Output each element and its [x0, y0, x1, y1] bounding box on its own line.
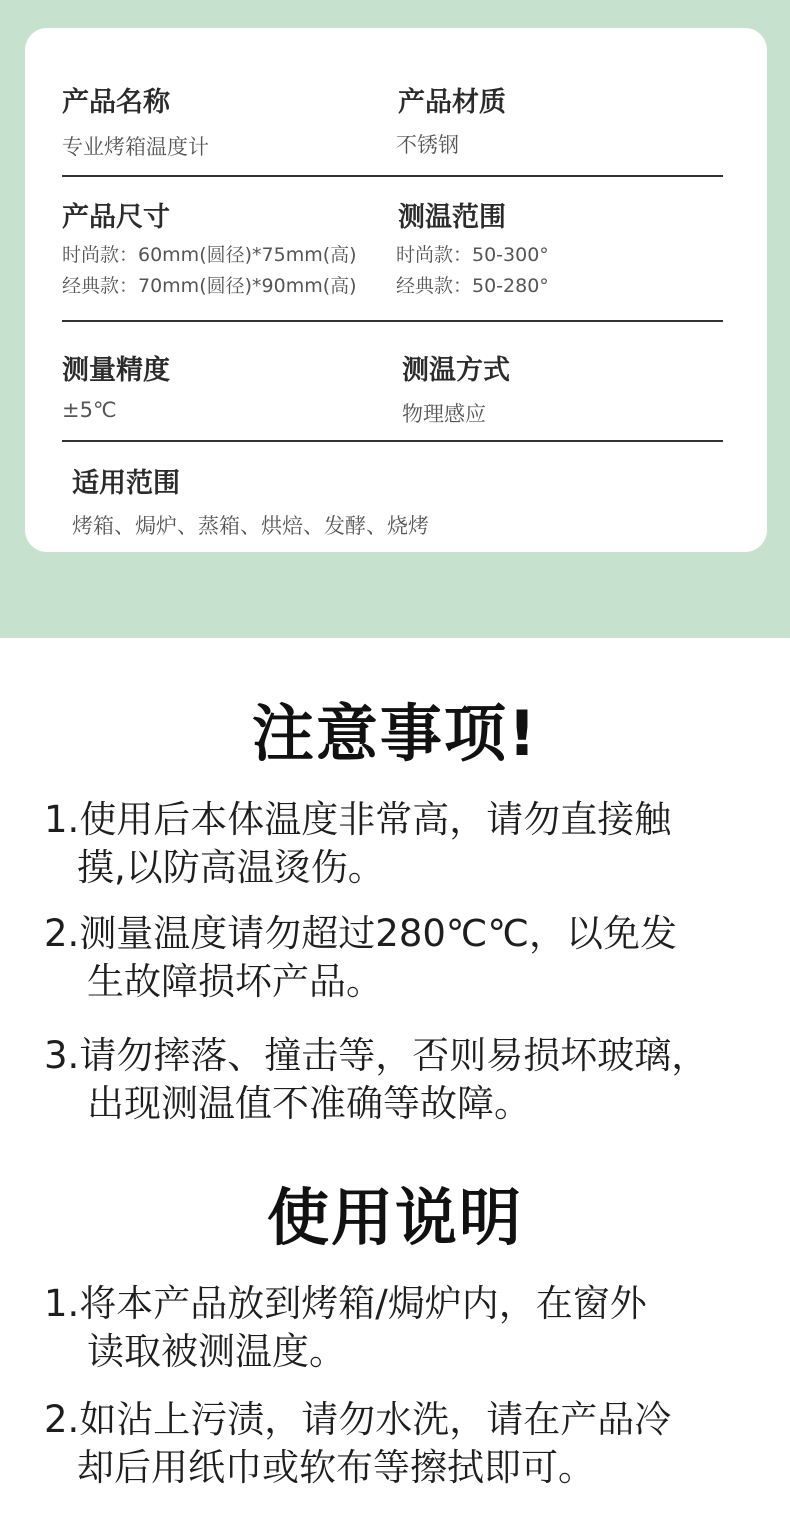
notes-title: 注意事项!	[251, 697, 539, 770]
note-number: 1.	[44, 798, 80, 841]
usage-item	[44, 1396, 764, 1492]
usage-scope-label: 适用范围	[72, 468, 180, 499]
usage-line: 读取被测温度。	[87, 1330, 346, 1373]
note-item	[44, 796, 764, 892]
usage-number: 1.	[44, 1282, 80, 1325]
divider	[62, 320, 723, 322]
note-line: 请勿摔落、撞击等，否则易损坏玻璃，	[79, 1034, 709, 1077]
note-line: 生故障损坏产品。	[87, 960, 383, 1003]
note-number: 2.	[44, 912, 80, 955]
size-line-fashion: 时尚款：60mm(圆径)*75mm(高)	[62, 244, 357, 266]
product-name-label: 产品名称	[62, 87, 170, 118]
note-line: 测量温度请勿超过280℃℃，以免发	[79, 912, 678, 955]
usage-line: 将本产品放到烤箱/焗炉内，在窗外	[79, 1282, 647, 1325]
usage-line: 如沾上污渍，请勿水洗，请在产品冷	[79, 1398, 672, 1441]
precision-label: 测量精度	[62, 355, 170, 386]
usage-number: 2.	[44, 1398, 80, 1441]
divider	[62, 440, 723, 442]
product-name-value: 专业烤箱温度计	[62, 135, 209, 159]
method-value: 物理感应	[402, 402, 486, 426]
usage-item	[44, 1280, 764, 1376]
spec-card	[25, 28, 767, 552]
method-label: 测温方式	[402, 355, 510, 386]
range-label: 测温范围	[398, 202, 506, 233]
material-label: 产品材质	[398, 87, 506, 118]
precision-value: ±5℃	[62, 398, 117, 422]
size-line-classic: 经典款：70mm(圆径)*90mm(高)	[62, 275, 357, 297]
usage-line: 却后用纸巾或软布等擦拭即可。	[77, 1446, 595, 1489]
note-line: 使用后本体温度非常高，请勿直接触	[79, 798, 672, 841]
size-label: 产品尺寸	[62, 202, 170, 233]
divider	[62, 175, 723, 177]
usage-title: 使用说明	[266, 1181, 523, 1254]
note-line: 出现测温值不准确等故障。	[87, 1082, 531, 1125]
usage-scope-value: 烤箱、焗炉、蒸箱、烘焙、发酵、烧烤	[72, 514, 429, 538]
material-value: 不锈钢	[396, 133, 459, 157]
range-line-classic: 经典款：50-280°	[396, 275, 549, 297]
note-item	[44, 910, 764, 1006]
note-item	[44, 1032, 784, 1128]
note-line: 摸,以防高温烫伤。	[77, 846, 385, 889]
note-number: 3.	[44, 1034, 80, 1077]
range-line-fashion: 时尚款：50-300°	[396, 244, 549, 266]
